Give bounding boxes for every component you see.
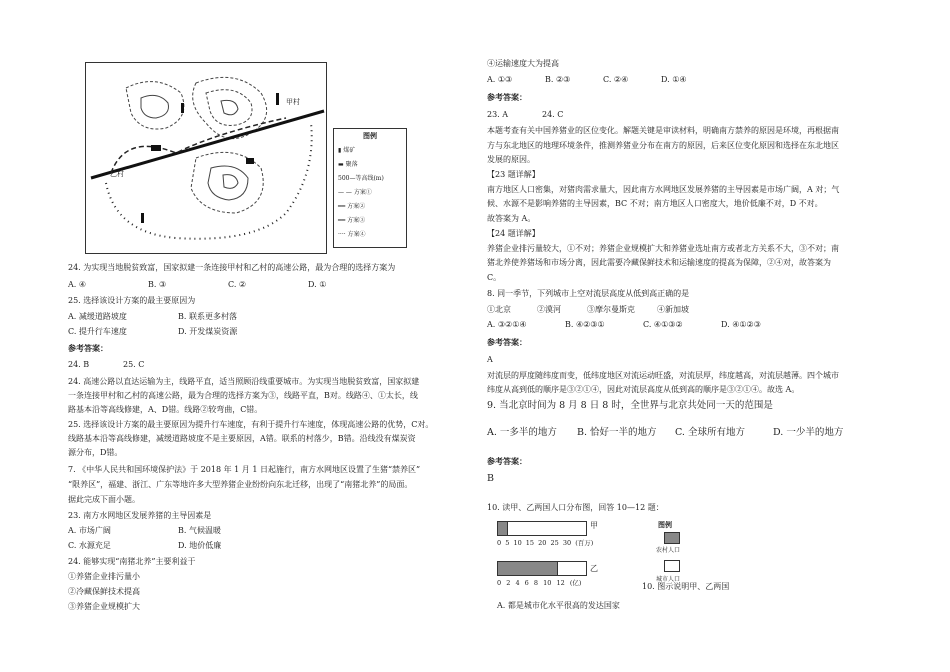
q7-line: 据此完成下面小题。 bbox=[68, 495, 140, 504]
q10-option-a: A. 都是城市化水平很高的发达国家 bbox=[497, 601, 620, 610]
country-a-ticks: 0 5 10 15 20 25 30 (百万) bbox=[497, 539, 594, 547]
country-a-label: 甲 bbox=[590, 521, 598, 530]
pop-legend-title: 图例 bbox=[658, 520, 672, 529]
country-a-rural bbox=[498, 522, 508, 535]
explanation-line: 故答案为 A。 bbox=[487, 214, 536, 223]
q25-options-row1: A. 减缓道路坡度 B. 联系更多村落 bbox=[68, 312, 237, 321]
q8-options: A. ③②①④ B. ④②③① C. ④①③② D. ④①②③ bbox=[487, 320, 761, 329]
explanation-line: 发展的原因。 bbox=[487, 155, 535, 164]
q24b-item-4: ④运输速度大为提高 bbox=[487, 59, 559, 68]
legend-settlement: ▬ 聚落 bbox=[338, 161, 358, 168]
answer-label-8: 参考答案： bbox=[487, 337, 527, 347]
legend-contour: 500—等高线(m) bbox=[338, 175, 384, 182]
map-legend bbox=[333, 128, 407, 248]
answers-2: 23. A 24. C bbox=[487, 110, 564, 119]
explanation-8: 对流层的厚度随纬度而变，低纬度地区对流运动旺盛，对流层厚，纬度越高，对流层越薄。四个城市 bbox=[487, 371, 839, 380]
explanation-line: 源分布，D错。 bbox=[68, 448, 123, 457]
q8-items: ①北京 ②漠河 ③摩尔曼斯克 ④新加坡 bbox=[487, 305, 689, 314]
q24-options: A. ④ B. ③ C. ② D. ① bbox=[68, 280, 327, 289]
q25-text: 25. 选择该设计方案的最主要原因为 bbox=[68, 296, 196, 305]
explanation-8: 纬度从高到低的顺序是③②①④，因此对流层高度从低到高的顺序是③②①④。故选 A。 bbox=[487, 385, 800, 394]
pop-legend-urban-swatch bbox=[664, 560, 680, 572]
population-legend bbox=[652, 520, 700, 590]
q23-text: 23. 南方水网地区发展养猪的主导因素是 bbox=[68, 511, 212, 520]
legend-route1: — — 方案① bbox=[338, 189, 372, 196]
explanation-line: 路基本沿等高线修建，A、D错。线路②较弯曲，C错。 bbox=[68, 405, 263, 414]
q24-text: 24. 为实现当地脱贫致富，国家拟建一条连接甲村和乙村的高速公路，最为合理的选择方案为 bbox=[68, 263, 396, 272]
country-b-rural bbox=[498, 562, 558, 575]
legend-route2: ━━ 方案② bbox=[338, 203, 366, 210]
legend-route4: ···· 方案④ bbox=[338, 231, 366, 238]
pop-legend-rural: 农村人口 bbox=[656, 547, 681, 554]
country-a-bar bbox=[497, 521, 587, 536]
q10-text: 10. 读甲、乙两国人口分布图，回答 10—12 题： bbox=[487, 503, 664, 512]
explanation-line: C。 bbox=[487, 273, 502, 282]
explanation-line: 一条连接甲村和乙村的高速公路，最为合理的选择方案为③，线路平直，B对。线路④、①太长，线 bbox=[68, 391, 418, 400]
answer-8: A bbox=[487, 355, 493, 364]
country-b-label: 乙 bbox=[590, 564, 598, 573]
answer-label-2: 参考答案： bbox=[487, 92, 527, 102]
village-b-label: 乙村 bbox=[110, 170, 124, 178]
answers-1: 24. B 25. C bbox=[68, 360, 145, 369]
legend-route3: ━━ 方案③ bbox=[338, 217, 366, 224]
explanation-line: 【24 题详解】 bbox=[487, 229, 540, 238]
q7-line: 7. 《中华人民共和国环境保护法》于 2018 年 1 月 1 日起施行，南方水网地区设置了生猪“禁养区” bbox=[68, 465, 421, 474]
legend-coal: ▮ 煤矿 bbox=[338, 147, 356, 154]
q24b-item: ③养猪企业规模扩大 bbox=[68, 602, 140, 611]
q9-text: 9. 当北京时间为 8 月 8 日 8 时，全世界与北京共处同一天的范围是 bbox=[487, 400, 773, 411]
q7-line: “限养区”，福建、浙江、广东等地许多大型养猪企业纷纷向东北迁移，出现了“南猪北养”的局面。 bbox=[68, 480, 413, 489]
q23-options-row1: A. 市场广阔 B. 气候温暖 bbox=[68, 526, 221, 535]
q24b-item: ①养猪企业排污量小 bbox=[68, 572, 140, 581]
answer-label-1: 参考答案： bbox=[68, 343, 108, 353]
explanation-line: 【23 题详解】 bbox=[487, 170, 540, 179]
population-chart bbox=[497, 518, 637, 590]
topographic-map bbox=[85, 62, 327, 254]
pop-legend-urban: 城市人口 bbox=[656, 576, 681, 583]
explanation-line: 25. 选择该设计方案的最主要原因为提升行车速度，有利于提升行车速度，体现高速公路的优势，C对。 bbox=[68, 420, 434, 429]
explanation-line: 24. 高速公路以直达运输为主，线路平直，适当照顾沿线重要城市。为实现当地脱贫致富，国家拟建 bbox=[68, 377, 420, 386]
explanation-line: 线路基本沿等高线修建，减缓道路坡度不是主要原因，A错。联系的村落少，B错。沿线没有煤炭资 bbox=[68, 434, 416, 443]
q24b-options: A. ①③ B. ②③ C. ②④ D. ①④ bbox=[487, 75, 687, 84]
explanation-line: 养猪企业排污量较大，①不对；养猪企业规模扩大和养猪业选址南方或者北方关系不大，③不对；南 bbox=[487, 244, 839, 253]
country-b-ticks: 0 2 4 6 8 10 12 (亿) bbox=[497, 579, 582, 587]
explanation-line: 方与东北地区的地理环境条件，推测养猪业分布在南方的原因，后来区位变化原因和选择在东北地区 bbox=[487, 141, 839, 150]
explanation-line: 候、水源不是影响养猪的主导因素，BC 不对；南方地区人口密度大，地价低廉不对，D 不对。 bbox=[487, 199, 823, 208]
q23-options-row2: C. 水源充足 D. 地价低廉 bbox=[68, 541, 222, 550]
village-a-label: 甲村 bbox=[286, 98, 300, 106]
map-drawing bbox=[86, 63, 326, 253]
pop-legend-rural-swatch bbox=[664, 532, 680, 544]
legend-title: 图例 bbox=[363, 131, 377, 140]
explanation-line: 猪北养使养猪场和市场分离，因此需要冷藏保鲜技术和运输速度的提高为保障，②④对，故答案为 bbox=[487, 258, 831, 267]
country-b-bar bbox=[497, 561, 587, 576]
q24b-item: ②冷藏保鲜技术提高 bbox=[68, 587, 140, 596]
q9-options: A. 一多半的地方 B. 恰好一半的地方 C. 全球所有地方 D. 一少半的地方 bbox=[487, 427, 844, 438]
explanation-line: 南方地区人口密集，对猪肉需求量大，因此南方水网地区发展养猪的主导因素是市场广阔，A 对；气 bbox=[487, 185, 840, 194]
q25-options-row2: C. 提升行车速度 D. 开发煤炭资源 bbox=[68, 327, 238, 336]
q8-text: 8. 同一季节，下列城市上空对流层高度从低到高正确的是 bbox=[487, 289, 690, 298]
answer-9: B bbox=[487, 473, 494, 484]
q24b-text: 24. 能够实现“南猪北养”主要利益于 bbox=[68, 557, 196, 566]
q10-tail: 10. 图示说明甲、乙两国 bbox=[642, 582, 730, 591]
answer-label-9: 参考答案： bbox=[487, 456, 527, 466]
explanation-line: 本题考查有关中国养猪业的区位变化。解题关键是审读材料，明确南方禁养的原因是环境，再根据南 bbox=[487, 126, 839, 135]
